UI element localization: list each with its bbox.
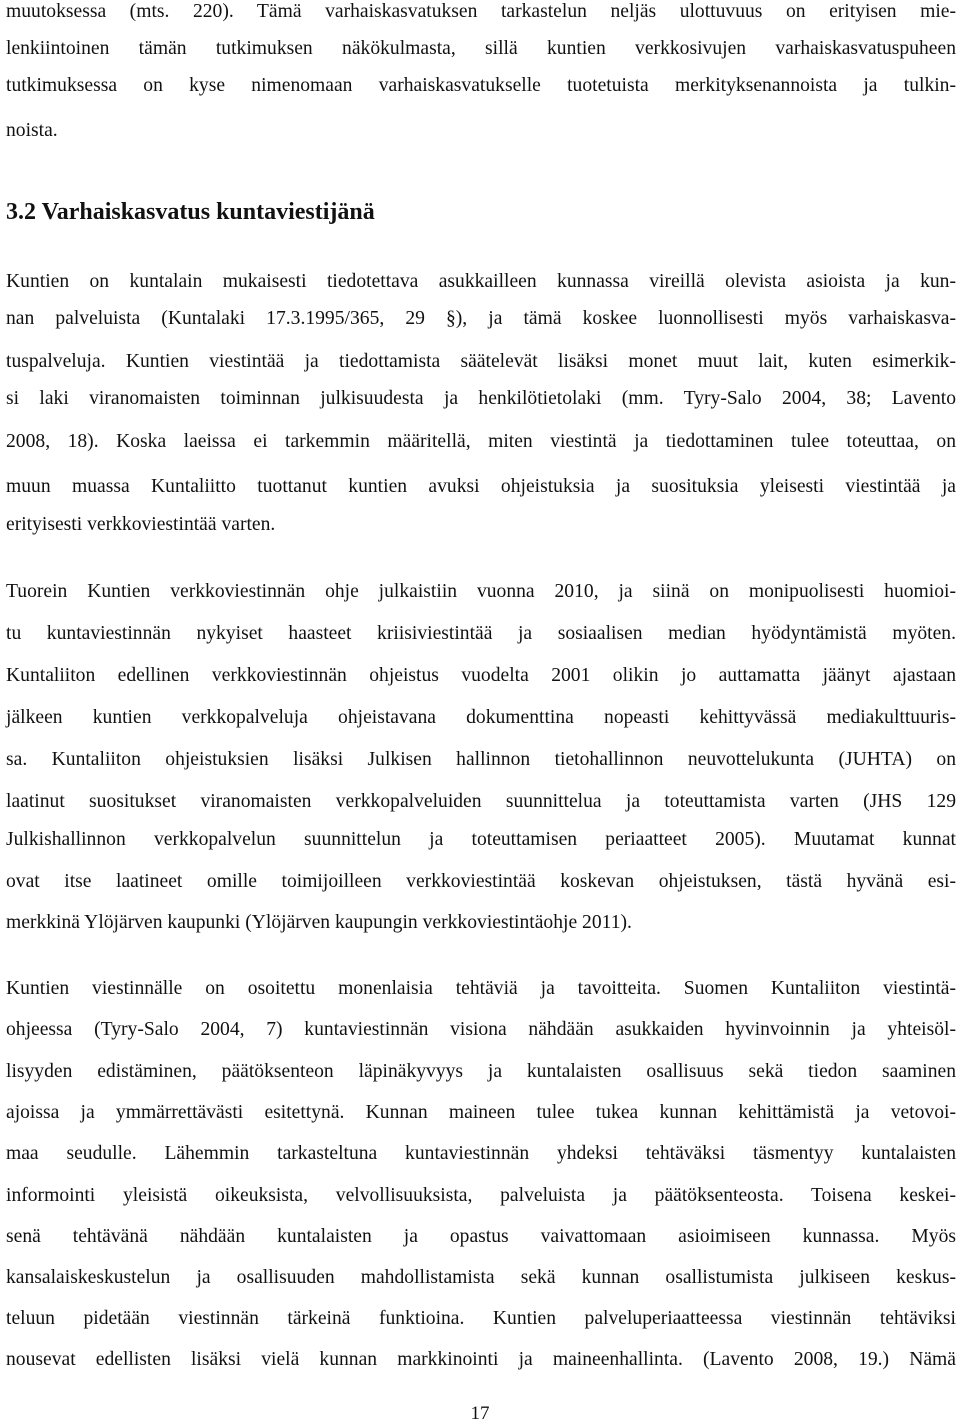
text-line: si laki viranomaisten toiminnan julkisuudesta ja henkilötietolaki (mm. Tyry-Salo 2004, 38; Lavento bbox=[6, 388, 956, 409]
page-number: 17 bbox=[470, 1403, 490, 1424]
text-line: lenkiintoinen tämän tutkimuksen näkökulmasta, sillä kuntien verkkosivujen varhaiskasvatuspuheen bbox=[6, 38, 956, 59]
text-line: Julkishallinnon verkkopalvelun suunnittelun ja toteuttamisen periaatteet 2005). Muutamat kunnat bbox=[6, 829, 956, 850]
text-line: Kuntien viestinnälle on osoitettu monenlaisia tehtäviä ja tavoitteita. Suomen Kuntaliiton viestintä- bbox=[6, 978, 956, 999]
text-line: ovat itse laatineet omille toimijoilleen verkkoviestintää koskevan ohjeistuksen, tästä hyvänä esi- bbox=[6, 871, 956, 892]
text-line: laatinut suositukset viranomaisten verkkopalveluiden suunnittelua ja toteuttamista varten (JHS 129 bbox=[6, 791, 956, 812]
text-line: muun muassa Kuntaliitto tuottanut kuntien avuksi ohjeistuksia ja suosituksia yleisesti viestintää ja bbox=[6, 476, 956, 497]
text-line: nan palveluista (Kuntalaki 17.3.1995/365, 29 §), ja tämä koskee luonnollisesti myös varhaiskasva- bbox=[6, 308, 956, 329]
text-line: 2008, 18). Koska laeissa ei tarkemmin määritellä, miten viestintä ja tiedottaminen tulee toteuttaa, on bbox=[6, 431, 956, 452]
text-line: ohjeessa (Tyry-Salo 2004, 7) kuntaviestinnän visiona nähdään asukkaiden hyvinvoinnin ja yhteisöl- bbox=[6, 1019, 956, 1040]
text-line: Tuorein Kuntien verkkoviestinnän ohje julkaistiin vuonna 2010, ja siinä on monipuolisesti huomioi- bbox=[6, 581, 956, 602]
text-line: ajoissa ja ymmärrettävästi esitettynä. Kunnan maineen tulee tukea kunnan kehittämistä ja vetovoi- bbox=[6, 1102, 956, 1123]
text-line: senä tehtävänä nähdään kuntalaisten ja opastus vaivattomaan asioimiseen kunnassa. Myös bbox=[6, 1226, 956, 1247]
text-line: nousevat edellisten lisäksi vielä kunnan markkinointi ja maineenhallinta. (Lavento 2008, 19.) Nämä bbox=[6, 1349, 956, 1370]
text-line: erityisesti verkkoviestintää varten. bbox=[6, 514, 276, 535]
text-line: muutoksessa (mts. 220). Tämä varhaiskasvatuksen tarkastelun neljäs ulottuvuus on erityisen mie- bbox=[6, 1, 956, 22]
text-line: Kuntien on kuntalain mukaisesti tiedotettava asukkailleen kunnassa vireillä olevista asioista ja kun- bbox=[6, 271, 956, 292]
text-line: tutkimuksessa on kyse nimenomaan varhaiskasvatukselle tuotetuista merkityksenannoista ja tulkin- bbox=[6, 75, 956, 96]
text-line: noista. bbox=[6, 120, 58, 141]
text-line: lisyyden edistäminen, päätöksenteon läpinäkyvyys ja kuntalaisten osallisuus sekä tiedon saaminen bbox=[6, 1061, 956, 1082]
text-line: kansalaiskeskustelun ja osallisuuden mahdollistamista sekä kunnan osallistumista julkiseen keskus- bbox=[6, 1267, 956, 1288]
text-line: jälkeen kuntien verkkopalveluja ohjeistavana dokumenttina nopeasti kehittyvässä mediakulttuuris- bbox=[6, 707, 956, 728]
text-line: sa. Kuntaliiton ohjeistuksien lisäksi Julkisen hallinnon tietohallinnon neuvottelukunta (JUHTA) on bbox=[6, 749, 956, 770]
text-line: teluun pidetään viestinnän tärkeinä funktioina. Kuntien palveluperiaatteessa viestinnän tehtäviksi bbox=[6, 1308, 956, 1329]
text-line: tu kuntaviestinnän nykyiset haasteet kriisiviestintää ja sosiaalisen median hyödyntämistä myöten. bbox=[6, 623, 956, 644]
text-line: merkkinä Ylöjärven kaupunki (Ylöjärven kaupungin verkkoviestintäohje 2011). bbox=[6, 912, 632, 933]
text-line: informointi yleisistä oikeuksista, velvollisuuksista, palveluista ja päätöksenteosta. Toisena keskei- bbox=[6, 1185, 956, 1206]
section-heading: 3.2 Varhaiskasvatus kuntaviestijänä bbox=[6, 199, 375, 225]
text-line: Kuntaliiton edellinen verkkoviestinnän ohjeistus vuodelta 2001 olikin jo auttamatta jäänyt ajastaan bbox=[6, 665, 956, 686]
text-line: tuspalveluja. Kuntien viestintää ja tiedottamista säätelevät lisäksi monet muut lait, kuten esimerkik- bbox=[6, 351, 956, 372]
text-line: maa seudulle. Lähemmin tarkasteltuna kuntaviestinnän yhdeksi tehtäväksi täsmentyy kuntalaisten bbox=[6, 1143, 956, 1164]
